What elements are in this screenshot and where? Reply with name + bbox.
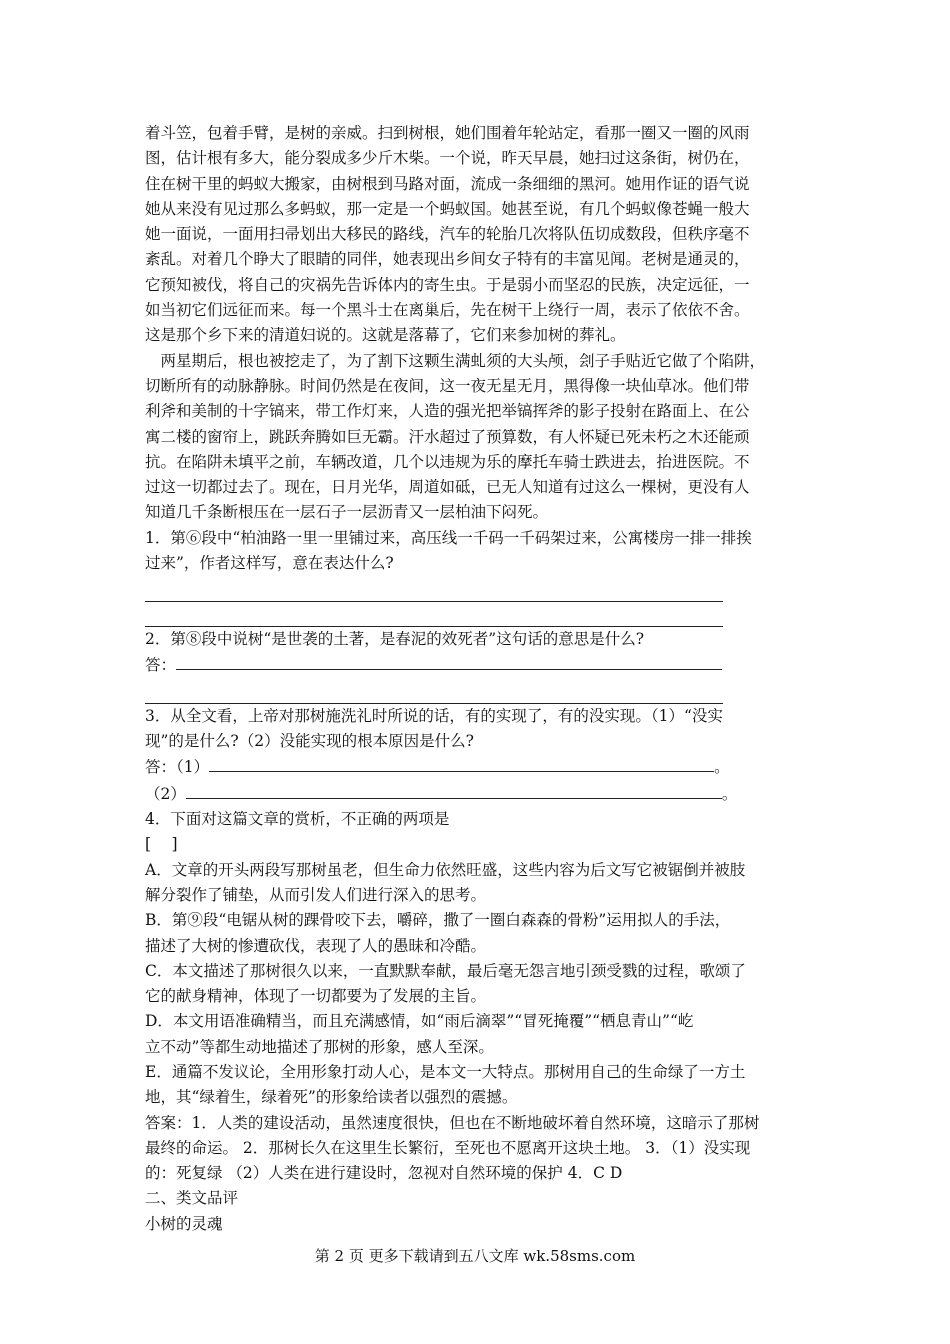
question-1-text: 1．第⑥段中“柏油路一里一里铺过来，高压线一千码一千码架过来，公寓楼房一排一排挨 xyxy=(145,528,752,547)
end-mark: 。 xyxy=(721,784,738,803)
passage-line: 过这一切都过去了。现在，日月光华，周道如砥，已无人知道有过这么一棵树，更没有人 xyxy=(145,478,750,497)
answer-prefix: 答：（1） xyxy=(145,758,210,777)
option-d: D．本文用语准确精当，而且充满感情，如“雨后滴翠”“冒死掩覆”“栖息青山”“屹 xyxy=(145,1012,694,1031)
question-4 xyxy=(145,807,815,1111)
answer-key-line: 的：死复绿 （2）人类在进行建设时，忽视对自然环境的保护 4．C D xyxy=(145,1164,623,1183)
question-3-answer-2 xyxy=(145,781,815,807)
passage-line: 抗。在陷阱未填平之前，车辆改道，几个以违规为乐的摩托车骑士跌进去，抬进医院。不 xyxy=(145,452,750,471)
option-b: B．第⑨段“电锯从树的踝骨咬下去，嚼碎，撒了一圈白森森的骨粉”运用拟人的手法， xyxy=(145,911,731,930)
passage-line: 切断所有的动脉静脉。时间仍然是在夜间，这一夜无星无月，黑得像一块仙草冰。他们带 xyxy=(145,376,750,395)
answer-bracket[interactable]: [ ] xyxy=(145,835,178,854)
question-2 xyxy=(145,627,815,704)
passage-line: 知道几千条断根压在一层石子一层沥青又一层柏油下闷死。 xyxy=(145,503,549,522)
passage-line: 如当初它们远征而来。每一个黑斗士在离巢后，先在树干上绕行一周，表示了依依不舍。 xyxy=(145,301,750,320)
option-d: 立不动”等都生动地描述了那树的形象，感人至深。 xyxy=(145,1037,494,1056)
passage xyxy=(145,121,815,526)
option-b: 描述了大树的惨遭砍伐，表现了人的愚昧和冷酷。 xyxy=(145,936,487,955)
passage-line: 图，估计根有多大，能分裂成多少斤木柴。一个说，昨天早晨，她扫过这条街，树仍在， xyxy=(145,149,750,168)
answer-blank-line[interactable] xyxy=(145,576,723,601)
answer-blank-line[interactable] xyxy=(209,754,714,772)
answer-key-line: 最终的命运。 2．那树长久在这里生长繁衍，至死也不愿离开这块土地。 3．（1）没实现 xyxy=(145,1138,751,1157)
question-3-text: 3．从全文看，上帝对那树施洗礼时所说的话，有的实现了，有的没实现。（1）“没实 xyxy=(145,706,723,725)
question-3-text: 现”的是什么?（2）没能实现的根本原因是什么? xyxy=(145,732,474,751)
question-2-answer-row xyxy=(145,652,815,678)
passage-line: 她一面说，一面用扫帚划出大移民的路线，汽车的轮胎几次将队伍切成数段，但秩序毫不 xyxy=(145,225,750,244)
answer-blank-line[interactable] xyxy=(145,602,723,627)
question-1-text: 过来”，作者这样写，意在表达什么? xyxy=(145,554,394,573)
answer-key-line: 答案：1．人类的建设活动，虽然速度很快，但也在不断地破坏着自然环境，这暗示了那树 xyxy=(145,1113,760,1132)
passage-line: 紊乱。对着几个睁大了眼睛的同伴，她表现出乡间女子特有的丰富见闻。老树是通灵的， xyxy=(145,250,750,269)
answer-blank-line[interactable] xyxy=(145,679,723,704)
option-e: 地，其“绿着生，绿着死”的形象给读者以强烈的震撼。 xyxy=(145,1088,518,1107)
passage-line: 这是那个乡下来的清道妇说的。这就是落幕了，它们来参加树的葬礼。 xyxy=(145,326,626,345)
section-heading: 二、类文品评 xyxy=(145,1189,239,1208)
end-mark: 。 xyxy=(714,758,730,777)
question-4-text: 4．下面对这篇文章的赏析，不正确的两项是 xyxy=(145,810,450,829)
option-e: E．通篇不发议论，全用形象打动人心，是本文一大特点。那树用自己的生命绿了一方土 xyxy=(145,1062,746,1081)
passage-line: 着斗笠，包着手臂，是树的亲威。扫到树根，她们围着年轮站定，看那一圈又一圈的风雨 xyxy=(145,124,750,142)
answer-prefix: （2） xyxy=(145,784,186,803)
passage-line: 利斧和美制的十字镐来，带工作灯来，人造的强光把举镐挥斧的影子投射在路面上、在公 xyxy=(145,402,750,421)
answer-blank-line[interactable] xyxy=(186,781,722,799)
passage-line: 住在树干里的蚂蚁大搬家，由树根到马路对面，流成一条细细的黑河。她用作证的语气说 xyxy=(145,174,750,193)
option-c: 它的献身精神，体现了一切都要为了发展的主旨。 xyxy=(145,987,487,1006)
option-c: C．本文描述了那树很久以来，一直默默奉献，最后毫无怨言地引颈受戮的过程，歌颂了 xyxy=(145,961,746,980)
answer-blank-line[interactable] xyxy=(176,652,722,670)
document-body xyxy=(145,121,815,1237)
passage-line: 它预知被伐，将自己的灾祸先告诉体内的寄生虫。于是弱小而坚忍的民族，决定远征，一 xyxy=(145,275,750,294)
passage-line: 两星期后，根也被挖走了，为了割下这颗生满虬须的大头颅，刽子手贴近它做了个陷阱， xyxy=(145,351,766,370)
question-3 xyxy=(145,704,815,807)
question-1 xyxy=(145,526,815,627)
option-a: 解分裂作了铺垫，从而引发人们进行深入的思考。 xyxy=(145,885,487,904)
option-a: A．文章的开头两段写那树虽老，但生命力依然旺盛，这些内容为后文写它被锯倒并被肢 xyxy=(145,860,746,879)
article-title: 小树的灵魂 xyxy=(145,1214,223,1233)
question-2-text: 2．第⑧段中说树“是世袭的土著，是春泥的效死者”这句话的意思是什么? xyxy=(145,629,645,648)
passage-line: 寓二楼的窗帘上，跳跃奔腾如巨无霸。汗水超过了预算数，有人怀疑已死未朽之木还能顽 xyxy=(145,427,750,446)
question-3-answer-1 xyxy=(145,754,815,780)
answer-prefix: 答： xyxy=(145,656,177,675)
page-footer: 第 2 页 更多下载请到五八文库 wk.58sms.com xyxy=(314,1247,636,1265)
passage-line: 她从来没有见过那么多蚂蚁，那一定是一个蚂蚁国。她甚至说，有几个蚂蚁像苍蝇一般大 xyxy=(145,199,750,218)
answer-key xyxy=(145,1111,815,1187)
